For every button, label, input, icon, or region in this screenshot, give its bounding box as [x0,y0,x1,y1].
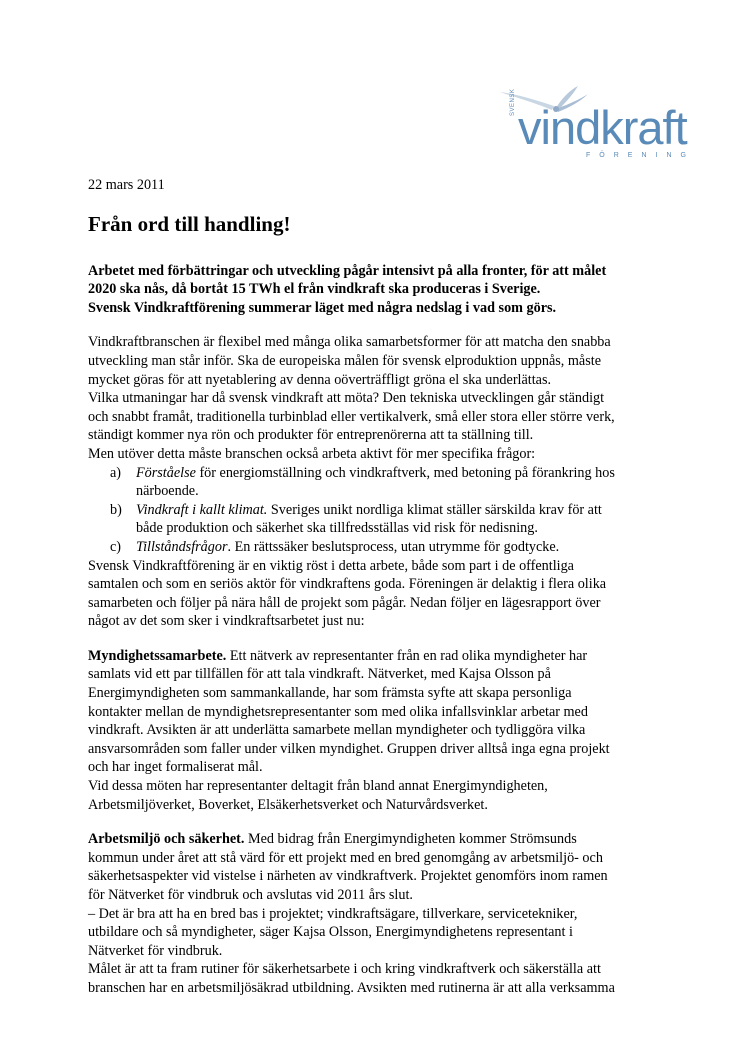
section-line: – Det är bra att ha en bred bas i projektet; vindkraftsägare, tillverkare, servicetekniker, [88,905,578,922]
section-line: utbildare och så myndigheter, säger Kajsa Olsson, Energimyndighetens representant i [88,924,573,941]
list-item-text: Sveriges unikt nordliga klimat ställer särskilda krav för att [267,501,602,518]
list-item-line [136,538,658,557]
paragraph-line: Svensk Vindkraftförening är en viktig röst i detta arbete, både som part i de offentliga [88,557,574,574]
spacer [88,814,658,830]
list-item-text: för energiomställning och vindkraftverk, med betoning på förankring hos [195,464,615,481]
logo-svensk-text: SVENSK [510,88,516,116]
intro-line: utveckling man står inför. Ska de europeiska målen för svensk elproduktion uppnås, måste [88,352,601,369]
document-body [88,176,658,998]
intro-paragraph [88,333,658,463]
section-line: vindkraft. Avsikten är att underlätta samarbete mellan myndigheter och tydliggöra vilka [88,722,586,739]
lead-line: 2020 ska nås, då bortåt 15 TWh el från vindkraft ska produceras i Sverige. [88,281,541,298]
list-marker: a) [110,464,122,481]
section-line: branschen har en arbetsmiljösäkrad utbildning. Avsikten med rutinerna är att alla verksamma [88,979,615,996]
section-line: Arbetsmiljöverket, Boverket, Elsäkerhetsverket och Naturvårdsverket. [88,796,488,813]
after-list-paragraph [88,557,658,631]
list-marker: b) [110,501,122,518]
section-line: kontakter mellan de myndighetsrepresentanter som med olika infallsvinklar arbetar med [88,703,588,720]
intro-line: och snabbt framåt, traditionella turbinblad eller vertikalverk, små eller stora eller större verk, [88,408,615,425]
section-line: Energimyndigheten som sammankallande, har som främsta syfte att skapa personliga [88,685,572,702]
intro-line: Men utöver detta måste branschen också arbeta aktivt för mer specifika frågor: [88,445,536,462]
paragraph-line: något av det som sker i vindkraftsarbetet just nu: [88,613,365,630]
intro-line: Vilka utmaningar har då svensk vindkraft att möta? Den tekniska utvecklingen går ständigt [88,390,605,407]
paragraph-line: samtalen och som en seriös aktör för vindkraftens goda. Föreningen är delaktig i flera olika [88,576,607,593]
section-text: Med bidrag från Energimyndigheten kommer Strömsunds [244,831,577,848]
logo [496,86,706,164]
section-line: Vid dessa möten har representanter deltagit från bland annat Energimyndigheten, [88,778,548,795]
paragraph-line: samarbeten och följer på nära håll de projekt som pågår. Nedan följer en lägesrapport över [88,594,601,611]
list-item-line [136,501,658,520]
section-line: Nätverket för vindbruk. [88,942,223,959]
section-arbetsmiljo [88,830,658,997]
lead-paragraph [88,262,658,318]
intro-line: ständigt kommer nya rön och produkter för entreprenörerna att ta ställning till. [88,427,534,444]
list-item-line: både produktion och säkerhet ska tillfredsställas vid risk för nedisning. [136,520,538,537]
section-line: och har inget formaliserat mål. [88,759,263,776]
section-myndighetssamarbete [88,647,658,814]
document-title: Från ord till handling! [88,211,291,236]
section-line: ansvarsområden som faller under vilken myndighet. Gruppen driver alltså inga egna projekt [88,740,610,757]
section-line: samlats vid ett par tillfällen för att tala vindkraft. Nätverket, med Kajsa Olsson på [88,666,551,683]
list-item-line [136,464,658,483]
list-marker: c) [110,538,122,555]
section-heading: Arbetsmiljö och säkerhet. [88,831,245,848]
section-text: Ett nätverk av representanter från en rad olika myndigheter har [226,647,588,664]
intro-line: mycket göras för att nyetablering av denna oöverträffligt gröna el ska underlättas. [88,371,552,388]
list-item-emphasis: Vindkraft i kallt klimat. [136,501,268,518]
section-first-line [88,830,658,849]
section-heading: Myndighetssamarbete. [88,647,227,664]
list-item-emphasis: Förståelse [136,464,196,481]
logo-forening-text: FÖRENING [586,152,695,159]
section-line: Målet är att ta fram rutiner för säkerhetsarbete i och kring vindkraftverk och säkerställa att [88,961,601,978]
section-first-line [88,647,658,666]
spacer [88,631,658,647]
list-item [88,538,658,557]
list-item [88,501,658,538]
lead-line: Svensk Vindkraftförening summerar läget med några nedslag i vad som görs. [88,299,557,316]
lead-line: Arbetet med förbättringar och utveckling pågår intensivt på alla fronter, för att målet [88,262,607,279]
focus-list [88,464,658,557]
section-line: för Nätverket för vindbruk och avslutas vid 2011 års slut. [88,887,413,903]
list-item [88,464,658,501]
document-date: 22 mars 2011 [88,177,165,193]
list-item-text: . En rättssäker beslutsprocess, utan utrymme för godtycke. [227,538,560,555]
logo-wordmark: vindkraft [518,101,687,154]
intro-line: Vindkraftbranschen är flexibel med många olika samarbetsformer för att matcha den snabba [88,334,611,351]
section-line: kommun under året att stå värd för ett projekt med en bred genomgång av arbetsmiljö- och [88,849,603,866]
list-item-line: närboende. [136,483,199,500]
list-item-emphasis: Tillståndsfrågor [136,538,228,555]
section-line: säkerhetsaspekter vid vistelse i närheten av vindkraftverk. Projektet genomförs inom ramen [88,868,608,885]
